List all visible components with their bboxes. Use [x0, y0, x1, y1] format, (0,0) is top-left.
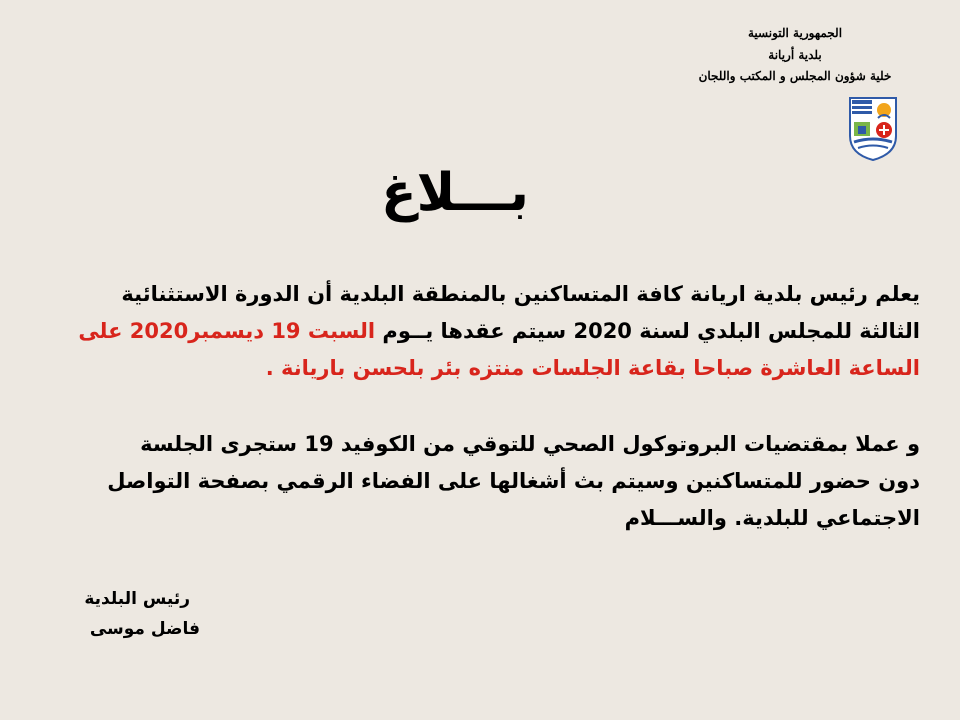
- paragraph1-line1: يعلم رئيس بلدية اريانة كافة المتساكنين بالمنطقة البلدية أن الدورة الاستثنائية: [121, 282, 920, 306]
- paragraph1-line2-text: الثالثة للمجلس البلدي لسنة 2020 سيتم عقدها يــوم: [375, 319, 920, 343]
- paragraph2-line3: الاجتماعي للبلدية. والســـلام: [624, 506, 920, 530]
- session-time-place-highlight: الساعة العاشرة صباحا بقاعة الجلسات منتزه بئر بلحسن باريانة .: [265, 356, 920, 380]
- paragraph1-line2: [60, 313, 920, 350]
- letterhead-department: خلية شؤون المجلس و المكتب واللجان: [698, 69, 892, 83]
- letterhead-republic: الجمهورية التونسية: [747, 26, 843, 40]
- signature-role: رئيس البلدية: [84, 589, 190, 609]
- paragraph2-line2: دون حضور للمتساكنين وسيتم بث أشغالها على الفضاء الرقمي بصفحة التواصل: [107, 469, 920, 493]
- signature-block: [60, 584, 200, 644]
- announcement-paragraph-session: [60, 276, 920, 387]
- announcement-title: بـــلاغ: [381, 163, 529, 223]
- signature-name: فاضل موسى: [89, 619, 200, 639]
- paragraph2-line1: و عملا بمقتضيات البروتوكول الصحي للتوقي من الكوفيد 19 ستجرى الجلسة: [140, 432, 920, 456]
- session-date-highlight: السبت 19 ديسمبر2020 على: [78, 319, 376, 343]
- municipal-crest-icon: [848, 96, 898, 162]
- letterhead: [665, 22, 925, 86]
- announcement-paragraph-covid: [60, 426, 920, 537]
- letterhead-municipality: بلدية أريانة: [768, 48, 822, 62]
